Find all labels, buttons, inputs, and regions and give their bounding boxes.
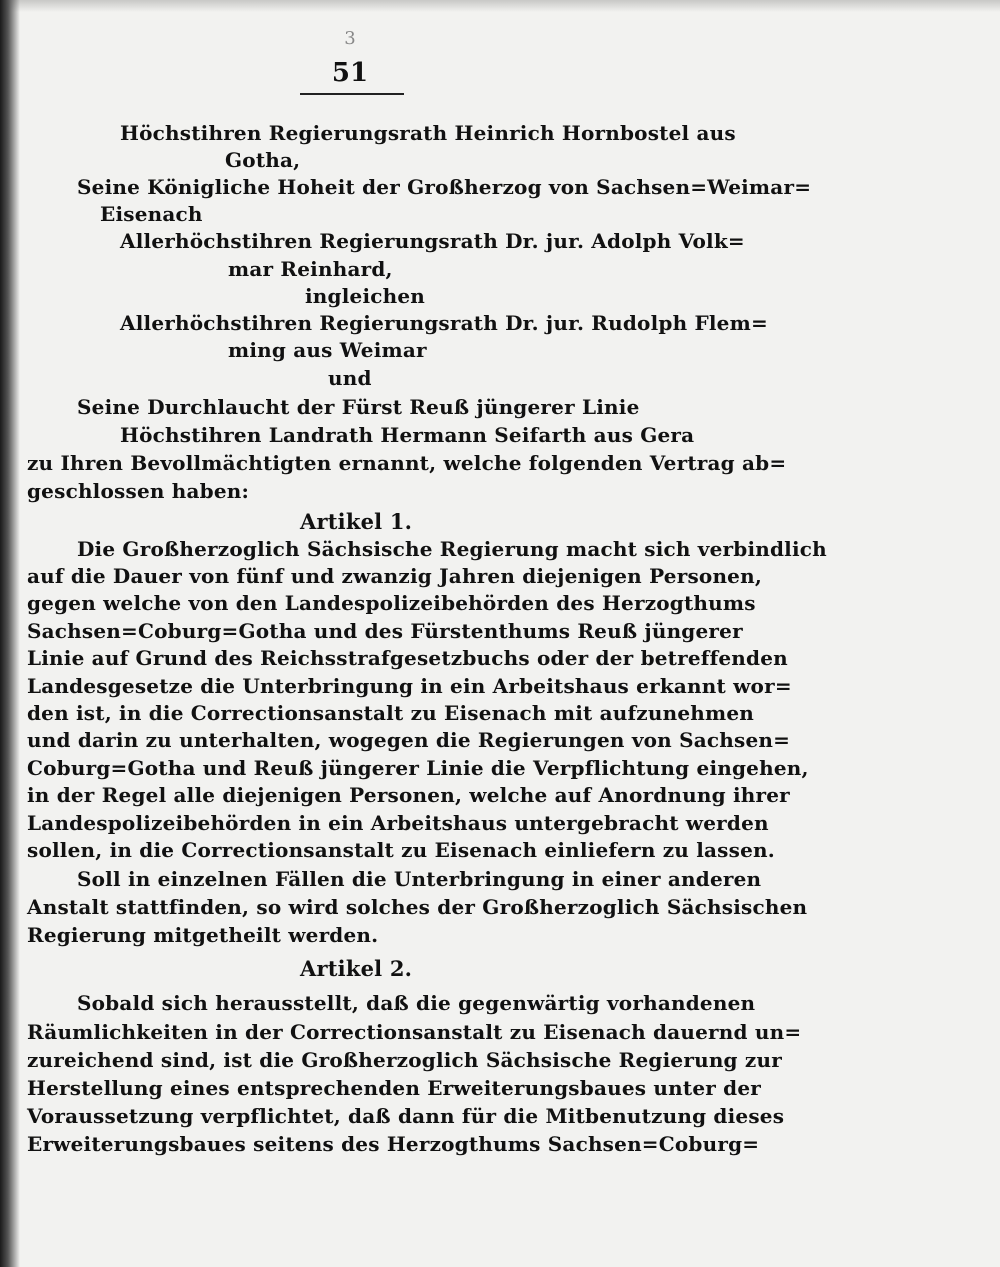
text-line: Höchstihren Regierungsrath Heinrich Hornbostel aus <box>120 121 736 145</box>
text-line: Räumlichkeiten in der Correctionsanstalt zu Eisenach dauernd un= <box>27 1020 802 1044</box>
text-line: Voraussetzung verpflichtet, daß dann für die Mitbenutzung dieses <box>27 1104 785 1128</box>
text-line: und darin zu unterhalten, wogegen die Regierungen von Sachsen= <box>27 728 791 752</box>
text-line: Regierung mitgetheilt werden. <box>27 923 379 947</box>
text-line: zu Ihren Bevollmächtigten ernannt, welche folgenden Vertrag ab= <box>27 451 787 475</box>
text-line: Landespolizeibehörden in ein Arbeitshaus untergebracht werden <box>27 811 769 835</box>
binding-shadow <box>0 0 20 1267</box>
text-line: Gotha, <box>225 148 301 172</box>
text-line: sollen, in die Correctionsanstalt zu Eisenach einliefern zu lassen. <box>27 838 775 862</box>
text-line: zureichend sind, ist die Großherzoglich Sächsische Regierung zur <box>27 1048 782 1072</box>
text-line: Coburg=Gotha und Reuß jüngerer Linie die Verpflichtung eingehen, <box>27 756 809 780</box>
text-line: in der Regel alle diejenigen Personen, welche auf Anordnung ihrer <box>27 783 790 807</box>
page-number: 51 <box>331 58 369 88</box>
text-line: Landesgesetze die Unterbringung in ein Arbeitshaus erkannt wor= <box>27 674 792 698</box>
text-line: mar Reinhard, <box>228 257 393 281</box>
text-line: Allerhöchstihren Regierungsrath Dr. jur. Rudolph Flem= <box>120 311 768 335</box>
text-line: Anstalt stattfinden, so wird solches der Großherzoglich Sächsischen <box>27 895 808 919</box>
article-heading: Artikel 1. <box>300 509 413 534</box>
text-line: Die Großherzoglich Sächsische Regierung macht sich verbindlich <box>77 537 827 561</box>
article-heading: Artikel 2. <box>300 956 413 981</box>
text-line: auf die Dauer von fünf und zwanzig Jahren diejenigen Personen, <box>27 564 763 588</box>
text-line: gegen welche von den Landespolizeibehörden des Herzogthums <box>27 591 756 615</box>
text-line: Eisenach <box>100 202 203 226</box>
page-top-edge <box>0 0 1000 12</box>
text-line: Linie auf Grund des Reichsstrafgesetzbuchs oder der betreffenden <box>27 646 788 670</box>
text-line: Allerhöchstihren Regierungsrath Dr. jur. Adolph Volk= <box>120 229 745 253</box>
text-line: Seine Durchlaucht der Fürst Reuß jüngerer Linie <box>77 395 640 419</box>
text-line: Sachsen=Coburg=Gotha und des Fürstenthums Reuß jüngerer <box>27 619 743 643</box>
text-line: ming aus Weimar <box>228 338 427 362</box>
text-line: den ist, in die Correctionsanstalt zu Eisenach mit aufzunehmen <box>27 701 755 725</box>
text-line: Höchstihren Landrath Hermann Seifarth aus Gera <box>120 423 695 447</box>
text-line: Herstellung eines entsprechenden Erweiterungsbaues unter der <box>27 1076 761 1100</box>
text-line: ingleichen <box>305 284 426 308</box>
text-line: und <box>328 366 372 390</box>
text-line: Erweiterungsbaues seitens des Herzogthums Sachsen=Coburg= <box>27 1132 760 1156</box>
text-line: Sobald sich herausstellt, daß die gegenwärtig vorhandenen <box>77 991 756 1015</box>
page-top-mark: 3 <box>344 28 356 49</box>
page-number-rule <box>300 93 404 95</box>
text-line: Seine Königliche Hoheit der Großherzog von Sachsen=Weimar= <box>77 175 812 199</box>
text-line: geschlossen haben: <box>27 479 250 503</box>
text-line: Soll in einzelnen Fällen die Unterbringung in einer anderen <box>77 867 762 891</box>
